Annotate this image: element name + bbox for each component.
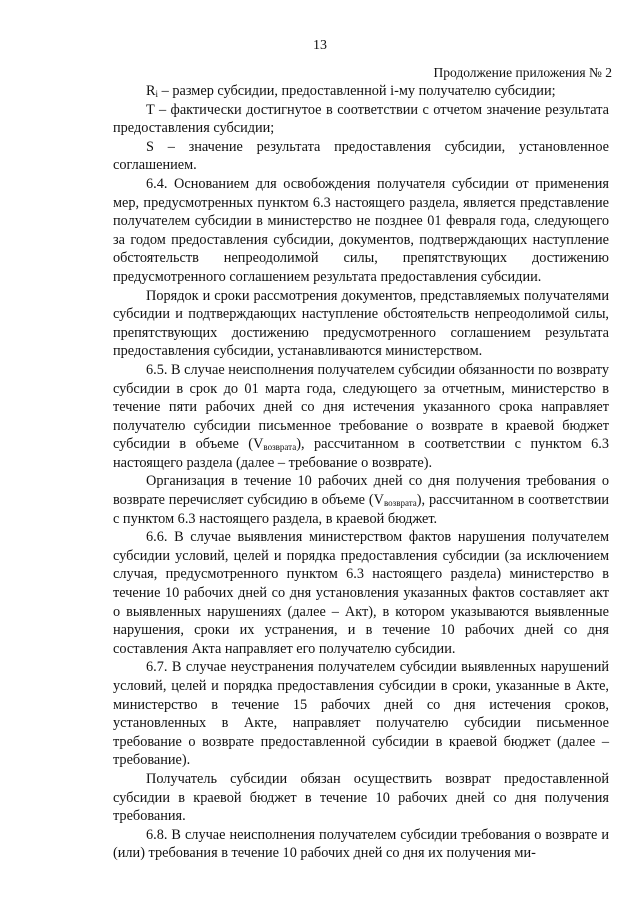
page-number: 13 bbox=[313, 38, 327, 53]
definition-s: S – значение результата предоставления субсидии, установленное соглашением. bbox=[113, 138, 609, 174]
clause-6-5-org-part-a: Организация в течение 10 рабочих дней со дня получения требования о возврате перечисляет субсидию в объеме (V bbox=[113, 473, 609, 509]
clause-6-4: 6.4. Основанием для освобождения получателя субсидии от применения мер, предусмотренных пунктом 6.3 настоящего раздела, является представление получателем субсидии в министерство не позднее 01 февраля года, следующего за годом предоставления субсидии, документов, подтверждающих наступление обстоятельств непреодолимой силы, препятствующих достижению предусмотренного соглашением результата предоставления субсидии. bbox=[113, 175, 609, 285]
clause-6-7-obligation: Получатель субсидии обязан осуществить возврат предоставленной субсидии в краевой бюджет в течение 10 рабочих дней со дня получения требования. bbox=[113, 770, 609, 825]
definition-r bbox=[113, 82, 609, 101]
document-body bbox=[113, 82, 609, 863]
clause-6-5-organization bbox=[113, 472, 609, 528]
clause-6-4-procedure: Порядок и сроки рассмотрения документов, представляемых получателями субсидии и подтверждающих наступление обстоятельств непреодолимой силы, препятствующих достижению предусмотренного соглашением результата предоставления субсидии, устанавливаются министерством. bbox=[113, 287, 609, 360]
clause-6-5-part-a: 6.5. В случае неисполнения получателем субсидии обязанности по возврату субсидии в срок до 01 марта года, следующего за отчетным, министерство в течение пяти рабочих дней со дня истечения указанного срока направляет получателю субсидии письменное требование о возврате в краевой бюджет субсидии в объеме (V bbox=[113, 361, 609, 453]
v-subscript: возврата bbox=[383, 498, 417, 509]
clause-6-5 bbox=[113, 361, 609, 473]
appendix-label: Продолжение приложения № 2 bbox=[433, 65, 612, 80]
clause-6-6: 6.6. В случае выявления министерством фактов нарушения получателем субсидии условий, целей и порядка предоставления субсидии (за исключением случая, предусмотренного пунктом 6.3 настоящего раздела) министерство в течение 10 рабочих дней со дня установления указанных фактов составляет акт о выявленных нарушениях (далее – Акт), в котором указываются выявленные нарушения, сроки их устранения, и в течение 10 рабочих дней со дня составления Акта направляет его получателю субсидии. bbox=[113, 529, 609, 657]
definition-t: T – фактически достигнутое в соответствии с отчетом значение результата предоставления субсидии; bbox=[113, 101, 609, 137]
definition-r-text: – размер субсидии, предоставленной i-му получателю субсидии; bbox=[158, 83, 556, 99]
symbol-r-subscript: i bbox=[155, 89, 159, 99]
symbol-r: R bbox=[146, 83, 156, 99]
clause-6-8: 6.8. В случае неисполнения получателем субсидии требования о возврате и (или) требования в течение 10 рабочих дней со дня их получения ми- bbox=[113, 826, 609, 862]
v-subscript: возврата bbox=[263, 442, 297, 453]
clause-6-7: 6.7. В случае неустранения получателем субсидии выявленных нарушений условий, целей и порядка предоставления субсидии в сроки, указанные в Акте, министерство в течение 15 рабочих дней со дня истечения сроков, установленных в Акте, направляет получателю субсидии письменное требование о возврате предоставленной субсидии в краевой бюджет (далее – требование). bbox=[113, 659, 609, 769]
clause-6-5-org-part-b: ), рассчитанном в соответствии с пунктом 6.3 настоящего раздела, в краевой бюджет. bbox=[113, 492, 609, 527]
clause-6-5-part-b: ), рассчитанном в соответствии с пунктом 6.3 настоящего раздела (далее – требование о возврате). bbox=[113, 436, 609, 471]
